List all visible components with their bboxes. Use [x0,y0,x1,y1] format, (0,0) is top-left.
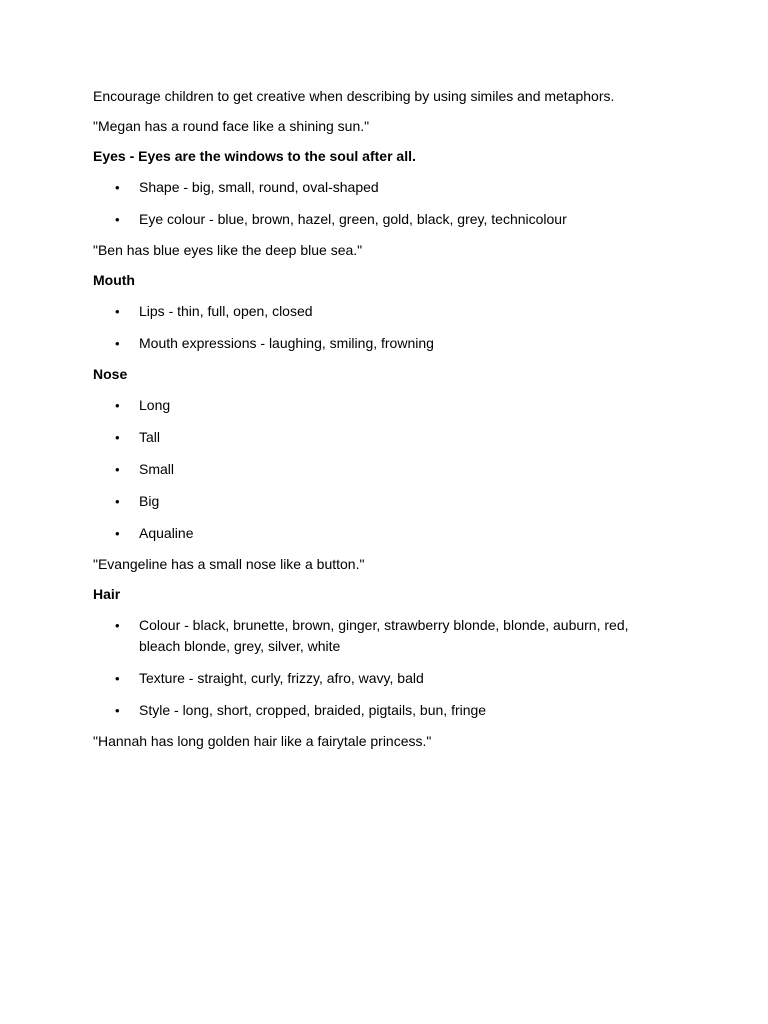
bullet-icon: • [115,336,120,351]
list-item [93,209,653,230]
list-item [93,700,653,721]
list-item-text: Mouth expressions - laughing, smiling, frowning [139,335,434,351]
list-item [93,301,653,322]
list-item-text: Style - long, short, cropped, braided, pigtails, bun, fringe [139,702,487,718]
hair-list [93,615,653,721]
list-item [93,177,653,198]
list-item-text: Eye colour - blue, brown, hazel, green, gold, black, grey, technicolour [139,211,567,227]
nose-heading: Nose [93,366,128,382]
list-item [93,333,653,354]
list-item [93,491,653,512]
bullet-icon: • [115,526,120,541]
list-item [93,427,653,448]
list-item [93,395,653,416]
bullet-icon: • [115,703,120,718]
intro-paragraph: Encourage children to get creative when describing by using similes and metaphors. [93,88,615,104]
bullet-icon: • [115,212,120,227]
list-item-text: Colour - black, brunette, brown, ginger, strawberry blonde, blonde, auburn, red, bleach blonde, grey, silver, white [139,617,629,654]
bullet-icon: • [115,462,120,477]
bullet-icon: • [115,304,120,319]
list-item [93,668,653,689]
bullet-icon: • [115,618,120,633]
hair-example: "Hannah has long golden hair like a fairytale princess." [93,733,432,749]
list-item-text: Tall [139,429,161,445]
list-item-text: Long [139,397,171,413]
mouth-heading: Mouth [93,272,135,288]
bullet-icon: • [115,671,120,686]
bullet-icon: • [115,180,120,195]
nose-list [93,395,653,544]
list-item-text: Aqualine [139,525,194,541]
face-example: "Megan has a round face like a shining sun." [93,118,370,134]
list-item-text: Shape - big, small, round, oval-shaped [139,179,379,195]
bullet-icon: • [115,398,120,413]
list-item-text: Lips - thin, full, open, closed [139,303,313,319]
list-item [93,523,653,544]
hair-heading: Hair [93,586,121,602]
document-body [93,87,653,762]
bullet-icon: • [115,430,120,445]
eyes-list [93,177,653,230]
bullet-icon: • [115,494,120,509]
mouth-list [93,301,653,354]
list-item-text: Texture - straight, curly, frizzy, afro, wavy, bald [139,670,424,686]
list-item [93,459,653,480]
eyes-heading: Eyes - Eyes are the windows to the soul after all. [93,148,416,164]
eyes-example: "Ben has blue eyes like the deep blue sea." [93,242,363,258]
list-item-text: Small [139,461,175,477]
list-item-text: Big [139,493,160,509]
nose-example: "Evangeline has a small nose like a button." [93,556,365,572]
list-item [93,615,653,657]
